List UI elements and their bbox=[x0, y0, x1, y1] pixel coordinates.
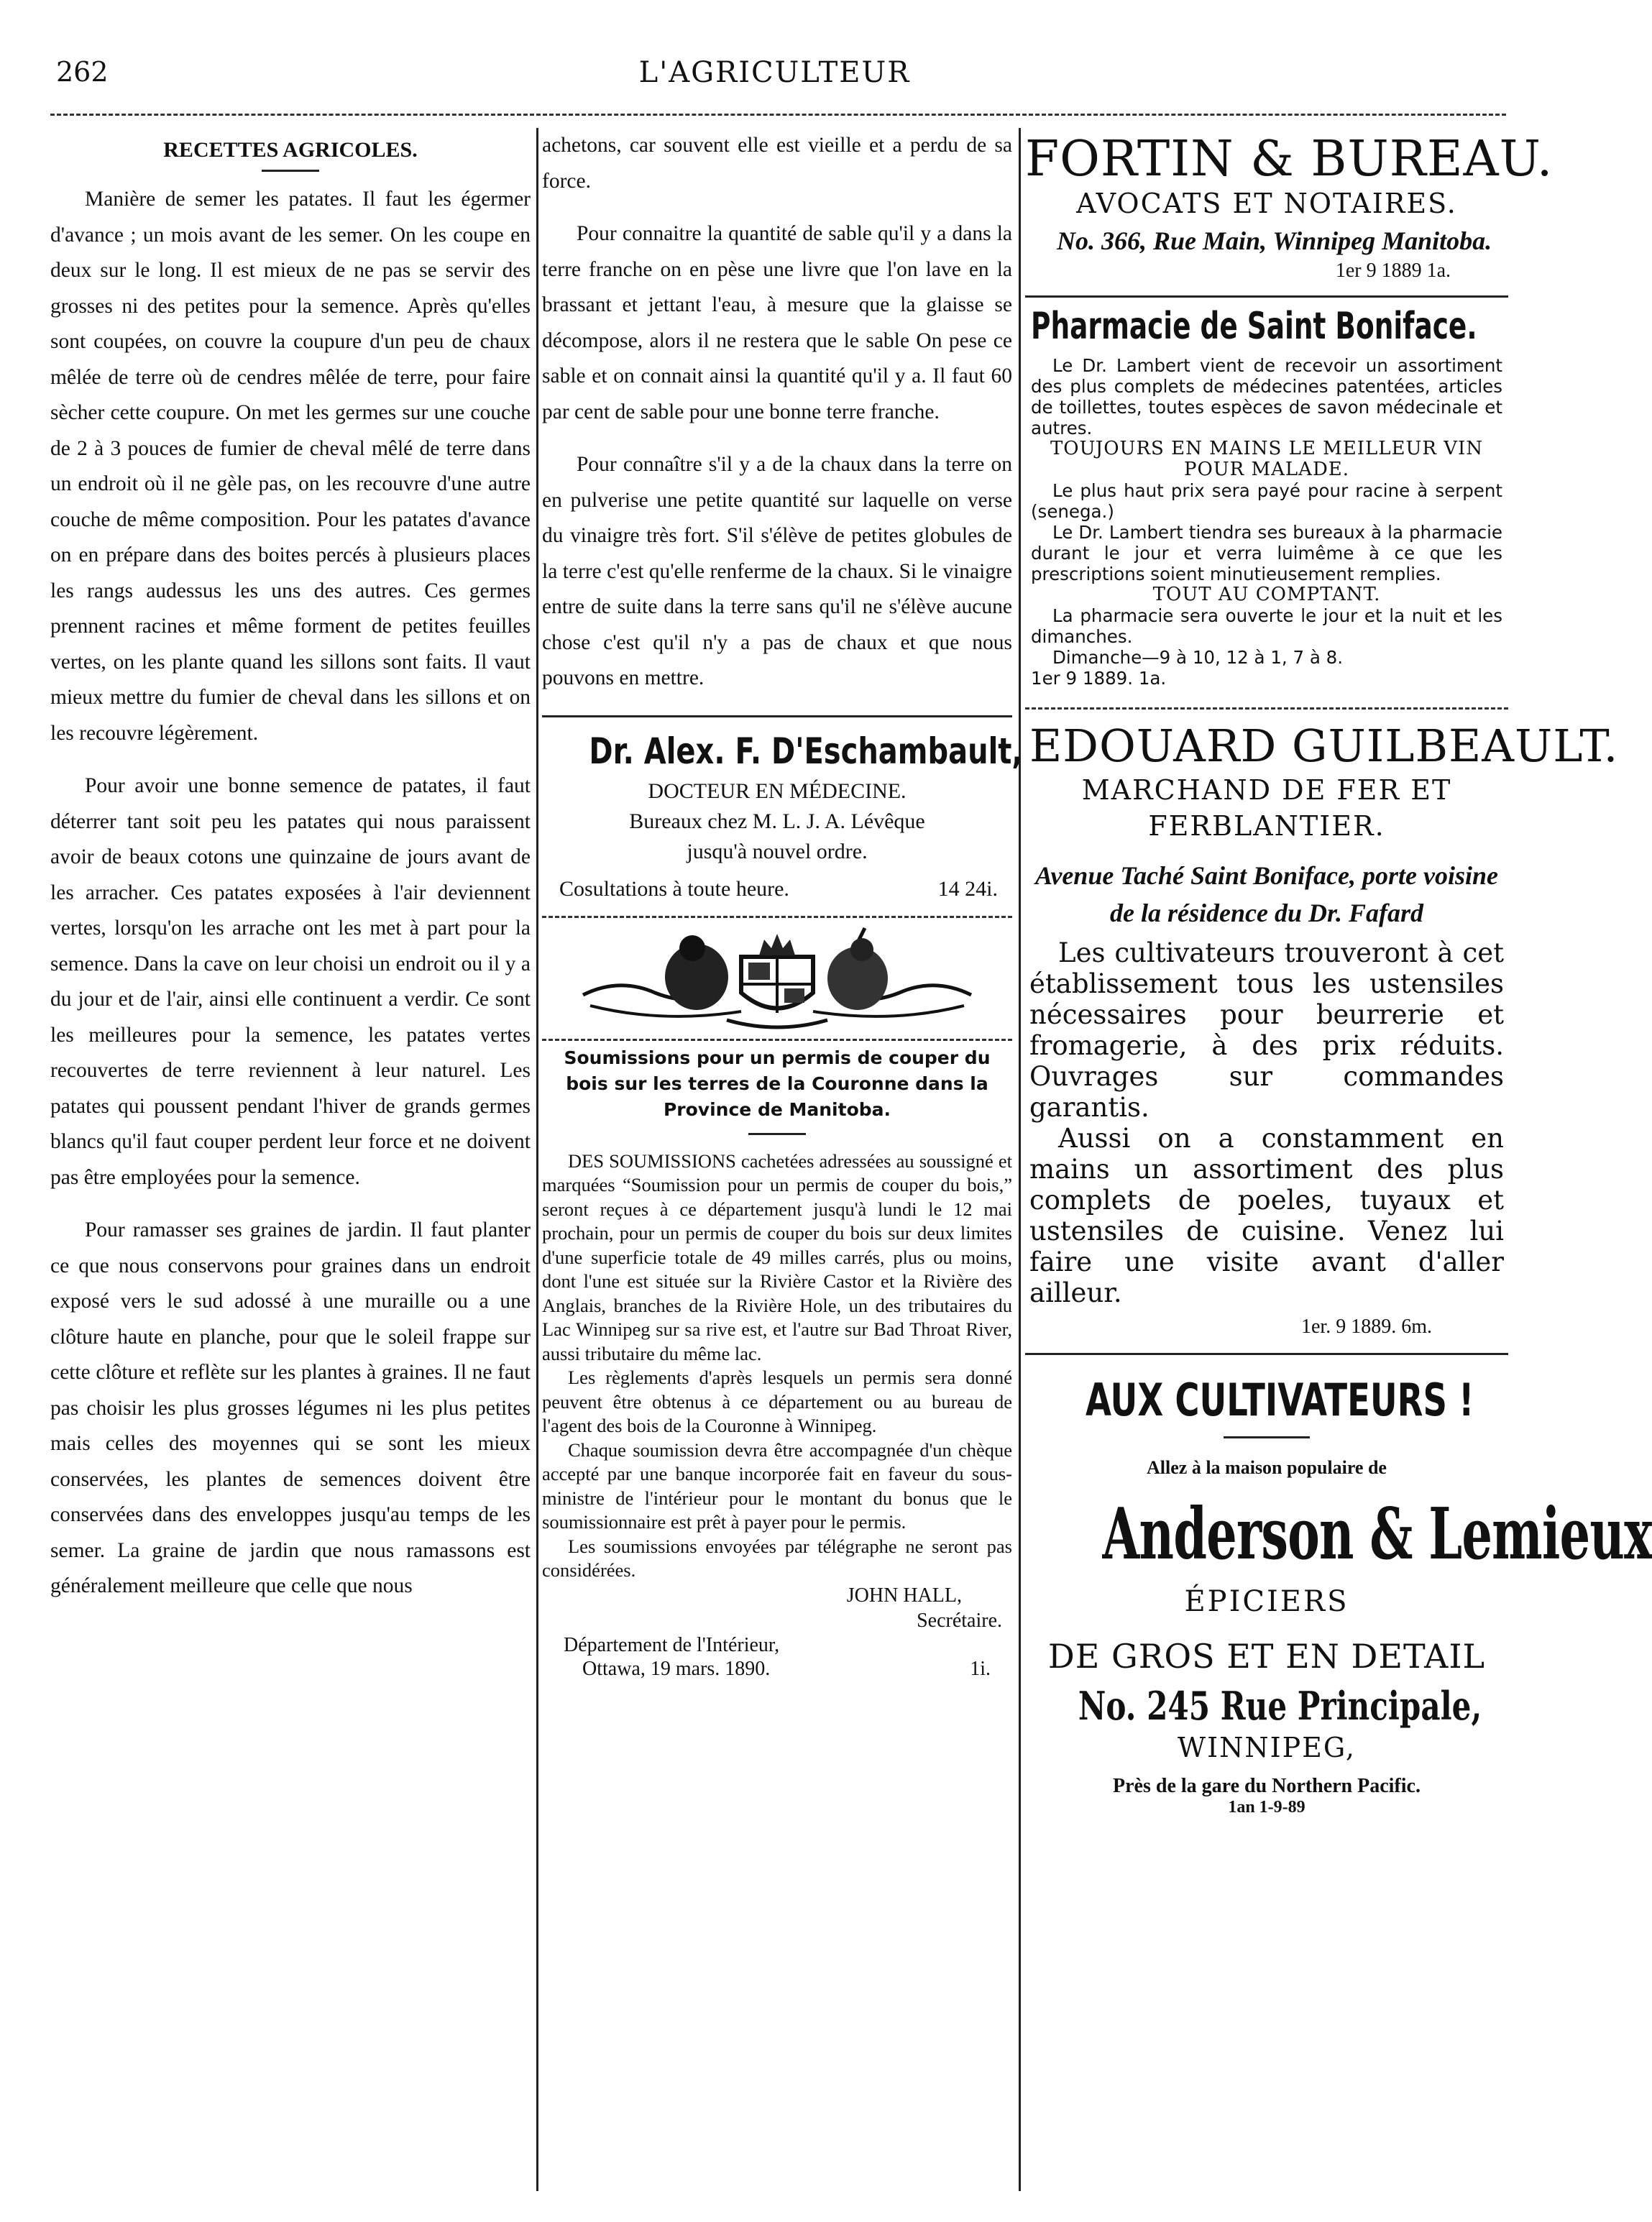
section-rule bbox=[542, 715, 1012, 717]
doctor-office: Bureaux chez M. L. J. A. Lévêque bbox=[629, 809, 925, 833]
aux-cultivateurs-heading: AUX CULTIVATEURS ! bbox=[1086, 1374, 1474, 1426]
anderson-address: No. 245 Rue Principale, bbox=[1078, 1683, 1482, 1729]
tender-ref: 1i. bbox=[970, 1657, 991, 1680]
anderson-kind: DE GROS ET EN DETAIL bbox=[1047, 1637, 1486, 1676]
fortin-address: No. 366, Rue Main, Winnipeg Manitoba. bbox=[1057, 226, 1492, 255]
anderson-city: WINNIPEG, bbox=[1178, 1732, 1356, 1763]
anderson-intro: Allez à la maison populaire de bbox=[1147, 1457, 1387, 1478]
section-rule bbox=[1025, 295, 1508, 298]
royal-coat-of-arms-icon bbox=[576, 927, 978, 1034]
tender-signer-title: Secrétaire. bbox=[917, 1609, 1002, 1632]
section-rule bbox=[542, 1039, 1012, 1041]
anderson-name: Anderson & Lemieux bbox=[1102, 1493, 1652, 1576]
anderson-dash bbox=[1224, 1436, 1310, 1438]
article-paragraph: achetons, car souvent elle est vieille et a perdu de sa force. bbox=[542, 134, 1012, 193]
recettes-paragraph: Pour avoir une bonne semence de patates, il faut déterrer tant soit peu les patates qui nous paraissent avoir de beaux cotons une quinzaine de jours avant de les arracher. Ces patates exposées à l'air deviennent vertes, lorsqu'on les arrache ont les met à part pour la semence. Dans la cave on leur choisi un endroit ou il y a du jour et de l'air, ainsi elle continuent a verdir. Ce sont les meilleures pour la semence, les patates vertes recouvertes de terre reviennent à leur naturel. Les patates qui poussent pendant l'hiver de grands germes blancs qu'il faut couper perdent leur force et ne doivent pas être employées pour la semence. bbox=[50, 774, 531, 1189]
fortin-name: FORTIN & BUREAU. bbox=[1025, 131, 1554, 188]
anderson-trade: ÉPICIERS bbox=[1184, 1585, 1349, 1618]
guilbeault-ref: 1er. 9 1889. 6m. bbox=[1301, 1316, 1432, 1338]
guilbeault-name: EDOUARD GUILBEAULT. bbox=[1029, 720, 1619, 772]
tender-notice bbox=[542, 1149, 1012, 1681]
column-middle bbox=[542, 128, 1023, 1681]
header-rule bbox=[50, 114, 1506, 116]
section-rule bbox=[1025, 1353, 1508, 1355]
fortin-profession: AVOCATS ET NOTAIRES. bbox=[1076, 188, 1457, 219]
page-number: 262 bbox=[56, 56, 109, 88]
recettes-heading: RECETTES AGRICOLES. bbox=[163, 138, 418, 162]
pharmacie-heading: Pharmacie de Saint Boniface. bbox=[1031, 305, 1477, 348]
running-title: L'AGRICULTEUR bbox=[638, 56, 911, 89]
pharmacie-text: La pharmacie sera ouverte le jour et la nuit et les dimanches. bbox=[1031, 605, 1502, 647]
pharmacie-text: Le Dr. Lambert tiendra ses bureaux à la pharmacie durant le jour et verra luimême à ce que les prescriptions soient minutieusement remplies. bbox=[1031, 522, 1502, 584]
pharmacie-text: Le plus haut prix sera payé pour racine à serpent (senega.) bbox=[1031, 480, 1502, 522]
guilbeault-text: Les cultivateurs trouveront à cet établissement tous les ustensiles nécessaires pour beurrerie et fromagerie, à des prix réduits. Ouvrages sur commandes garantis. bbox=[1029, 937, 1504, 1123]
tender-paragraph: DES SOUMISSIONS cachetées adressées au soussigné et marquées “Soumission pour un permis de couper du bois,” seront reçues à ce département jusqu'à lundi le 12 mai prochain, pour un permis de couper du bois sur deux limites d'une superficie totale de 49 milles carrés, plus ou moins, dont l'une est située sur la Rivière Castor et la Rivière des Anglais, branches de la Rivière Hole, un des tributaires du Lac Winnipeg sur sa rive est, et l'autre sur Bad Throat River, aussi tributaire du même lac. bbox=[542, 1149, 1012, 1364]
doctor-hours: Cosultations à toute heure. bbox=[559, 876, 789, 901]
doctor-ad bbox=[542, 730, 1023, 901]
pharmacie-text: TOUJOURS EN MAINS LE MEILLEUR VIN POUR MALADE. bbox=[1050, 438, 1484, 480]
column-divider-2 bbox=[1019, 128, 1021, 2191]
doctor-title: DOCTEUR EN MÉDECINE. bbox=[648, 779, 907, 803]
column-ads bbox=[1025, 128, 1652, 1817]
section-rule bbox=[1025, 707, 1508, 710]
guilbeault-text: Aussi on a constamment en mains un assortiment des plus complets de poeles, tuyaux et ustensiles de cuisine. Venez lui faire une visite avant d'aller ailleur. bbox=[1029, 1123, 1504, 1308]
pharmacie-ad bbox=[1031, 305, 1502, 689]
fortin-ad bbox=[1025, 131, 1554, 283]
recettes-paragraph: Manière de semer les patates. Il faut les égermer d'avance ; un mois avant de les semer. On les coupe en deux sur le long. Il est mieux de ne pas se servir des grosses ni des petites pour la semence. Après qu'elles sont coupées, on couvre la coupure d'un peu de chaux mêlée de terre où de cendres mêlée de terre, pour faire sècher cette coupure. On met les germes sur une couche de 2 à 3 pouces de fumier de cheval mêlé de terre dans un endroit où il ne gèle pas, on les recouvre d'une autre couche de même composition. Pour les patates d'avance on en prépare dans des boites percés à plusieurs places les rangs audessus les uns des autres. Ces germes prennent racines et même forment de petites feuilles vertes, on les plante quand les sillons sont faits. Il vaut mieux mettre du fumier de cheval dans les sillons et on les recouvre légèrement. bbox=[50, 188, 531, 745]
pharmacie-text: Le Dr. Lambert vient de recevoir un assortiment des plus complets de médecines patentées, articles de toillettes, toutes espèces de savon médecinale et autres. bbox=[1031, 355, 1502, 439]
tender-dash bbox=[748, 1133, 806, 1135]
tender-department: Département de l'Intérieur, bbox=[564, 1633, 780, 1656]
fortin-ref: 1er 9 1889 1a. bbox=[1335, 260, 1451, 282]
tender-place-date: Ottawa, 19 mars. 1890. bbox=[582, 1657, 771, 1680]
doctor-name: Dr. Alex. F. D'Eschambault, bbox=[589, 730, 1023, 772]
doctor-office-2: jusqu'à nouvel ordre. bbox=[687, 839, 868, 863]
anderson-near: Près de la gare du Northern Pacific. bbox=[1113, 1775, 1421, 1797]
section-rule bbox=[542, 916, 1012, 918]
pharmacie-text: TOUT AU COMPTANT. bbox=[1152, 584, 1381, 605]
pharmacie-ref: 1er 9 1889. 1a. bbox=[1031, 668, 1167, 689]
tender-paragraph: Les règlements d'après lesquels un permis sera donné peuvent être obtenus à ce département ou au bureau de l'agent des bois de la Couronne à Winnipeg. bbox=[542, 1367, 1012, 1436]
recettes-paragraph: Pour ramasser ses graines de jardin. Il faut planter ce que nous conservons pour graines dans un endroit exposé vers le sud adossé à une muraille ou a une clôture haute en planche, pour que le soleil frappe sur cette clôture et reflète sur les plantes à graines. Il ne faut pas choisir les plus grosses légumes ni les plus petites mais celles des moyennes qui se sont les mieux conservées, les plantes de semences doivent être conservées dans des enveloppes jusqu'au temps de les semer. La graine de jardin que nous ramassons est généralement meilleure que celle que nous bbox=[50, 1218, 531, 1597]
guilbeault-address: Avenue Taché Saint Boniface, porte voisine de la résidence du Dr. Fafard bbox=[1035, 861, 1498, 927]
tender-signer: JOHN HALL, bbox=[846, 1584, 962, 1607]
tender-title: Soumissions pour un permis de couper du bois sur les terres de la Couronne dans la Province de Manitoba. bbox=[564, 1047, 991, 1120]
heading-dash bbox=[262, 170, 319, 172]
guilbeault-ad bbox=[1029, 720, 1619, 1339]
column-recettes bbox=[50, 128, 531, 1622]
doctor-ref: 14 24i. bbox=[937, 876, 998, 901]
doctor-hours-row bbox=[559, 877, 998, 901]
tender-paragraph: Chaque soumission devra être accompagnée d'un chèque accepté par une banque incorporée fait en faveur du sous-ministre de l'intérieur pour le montant du bonus que le soumissionnaire est prêt à payer pour le permis. bbox=[542, 1438, 1012, 1533]
column-divider-1 bbox=[536, 128, 538, 2191]
anderson-ad bbox=[1025, 1374, 1652, 1817]
guilbeault-trade: MARCHAND DE FER ET FERBLANTIER. bbox=[1081, 774, 1452, 842]
article-paragraph: Pour connaître s'il y a de la chaux dans la terre on en pulverise une petite quantité sur laquelle on verse du vinaigre très fort. S'il s'élève de petites globules de la terre c'est qu'elle renferme de la chaux. Si le vinaigre entre de suite dans la terre sans qu'il ne s'élève aucune chose c'est qu'il n'y a pas de chaux et que nous pouvons en mettre. bbox=[542, 453, 1012, 689]
anderson-ref: 1an 1-9-89 bbox=[1228, 1798, 1305, 1817]
pharmacie-text: Dimanche—9 à 10, 12 à 1, 7 à 8. bbox=[1052, 647, 1344, 668]
tender-place-row bbox=[582, 1658, 991, 1681]
article-paragraph: Pour connaitre la quantité de sable qu'il y a dans la terre franche on en pèse une livre que l'on lave en la brassant et jettant l'eau, à mesure que la glaisse se décompose, alors il ne restera que le sable On pese ce sable et on connait ainsi la quantité qu'il y a. Il faut 60 par cent de sable pour une bonne terre franche. bbox=[542, 222, 1012, 423]
tender-paragraph: Les soumissions envoyées par télégraphe ne seront pas considérées. bbox=[542, 1535, 1012, 1581]
